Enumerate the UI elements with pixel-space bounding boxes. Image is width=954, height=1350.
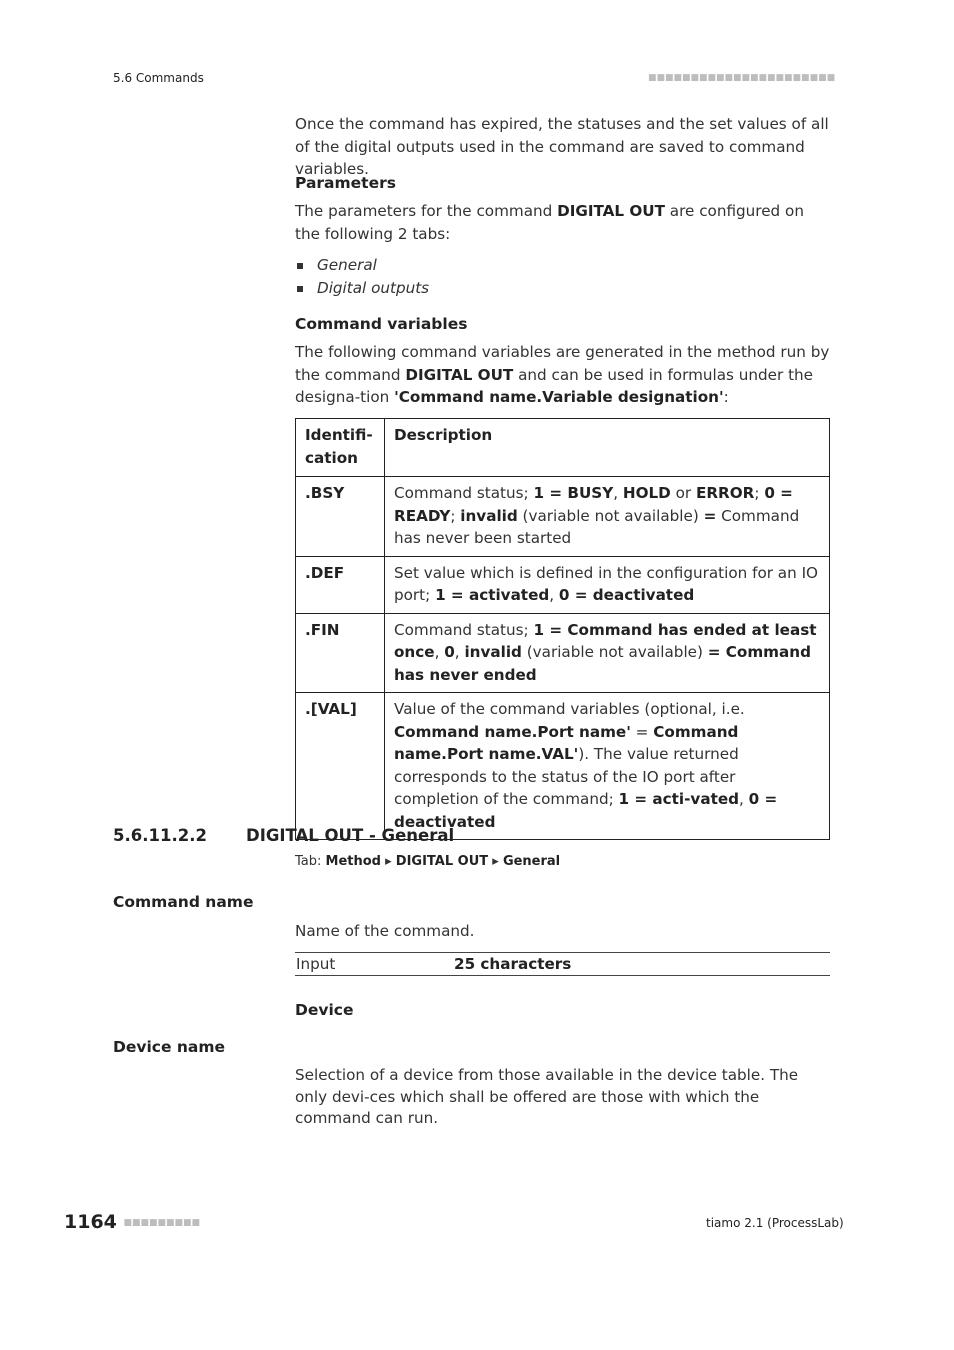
variable-id: .DEF [296,556,385,613]
command-name-heading: Command name [113,893,254,911]
section-title: DIGITAL OUT - General [246,826,455,845]
parameters-heading: Parameters [295,174,396,192]
command-variables-paragraph: The following command variables are generated in the method run by the command DIGITAL OUT and can be used in formulas under the designa-tion 'Command name.Variable designation': [295,343,830,406]
variable-id: .[VAL] [296,693,385,840]
device-group-heading: Device [295,1001,354,1019]
command-variables-table [295,418,830,840]
variable-description: Value of the command variables (optional, i.e. Command name.Port name' = Command name.Port name.VAL'). The value returned corresponds to the status of the IO port after completion of the command; 1 = acti-vated, 0 = deactivated [385,693,830,840]
variable-id: .BSY [296,477,385,557]
variable-description: Set value which is defined in the configuration for an IO port; 1 = activated, 0 = deactivated [385,556,830,613]
intro-paragraph: Once the command has expired, the statuses and the set values of all of the digital outputs used in the command are saved to command variables. [295,115,829,178]
tab-path: Tab: Method ▸ DIGITAL OUT ▸ General [295,854,561,869]
running-header-section: 5.6 Commands [113,71,204,85]
tabs-list [295,254,831,300]
input-spec-value: 25 characters [454,955,572,973]
variable-description: Command status; 1 = BUSY, HOLD or ERROR; 0 = READY; invalid (variable not available) = Command has never been started [385,477,830,557]
table-row [296,556,830,613]
variable-description: Command status; 1 = Command has ended at least once, 0, invalid (variable not available) = Command has never ended [385,613,830,693]
table-row [296,613,830,693]
list-item: Digital outputs [295,277,831,300]
command-name-description: Name of the command. [295,922,475,940]
input-spec-bottom-rule [295,975,830,976]
table-header-description: Description [385,419,830,477]
parameters-paragraph: The parameters for the command DIGITAL OUT are configured on the following 2 tabs: [295,202,804,243]
device-name-description: Selection of a device from those available in the device table. The only devi-ces which shall be offered are those with which the command can run. [295,1066,799,1127]
page-number: 1164 ■■■■■■■■■ [64,1211,201,1233]
table-row [296,477,830,557]
table-row [296,693,830,840]
footer-decoration-dots: ■■■■■■■■■ [123,1218,201,1228]
input-spec-label: Input [296,955,336,973]
command-variables-heading: Command variables [295,315,468,333]
header-decoration-dots: ■■■■■■■■■■■■■■■■■■■■■■ [648,73,836,83]
product-name: tiamo 2.1 (ProcessLab) [706,1216,844,1230]
device-name-heading: Device name [113,1038,226,1056]
table-header-row [296,419,830,477]
list-item: General [295,254,831,277]
section-number: 5.6.11.2.2 [113,826,207,845]
variable-id: .FIN [296,613,385,693]
table-header-identification: Identifi-cation [296,419,385,477]
